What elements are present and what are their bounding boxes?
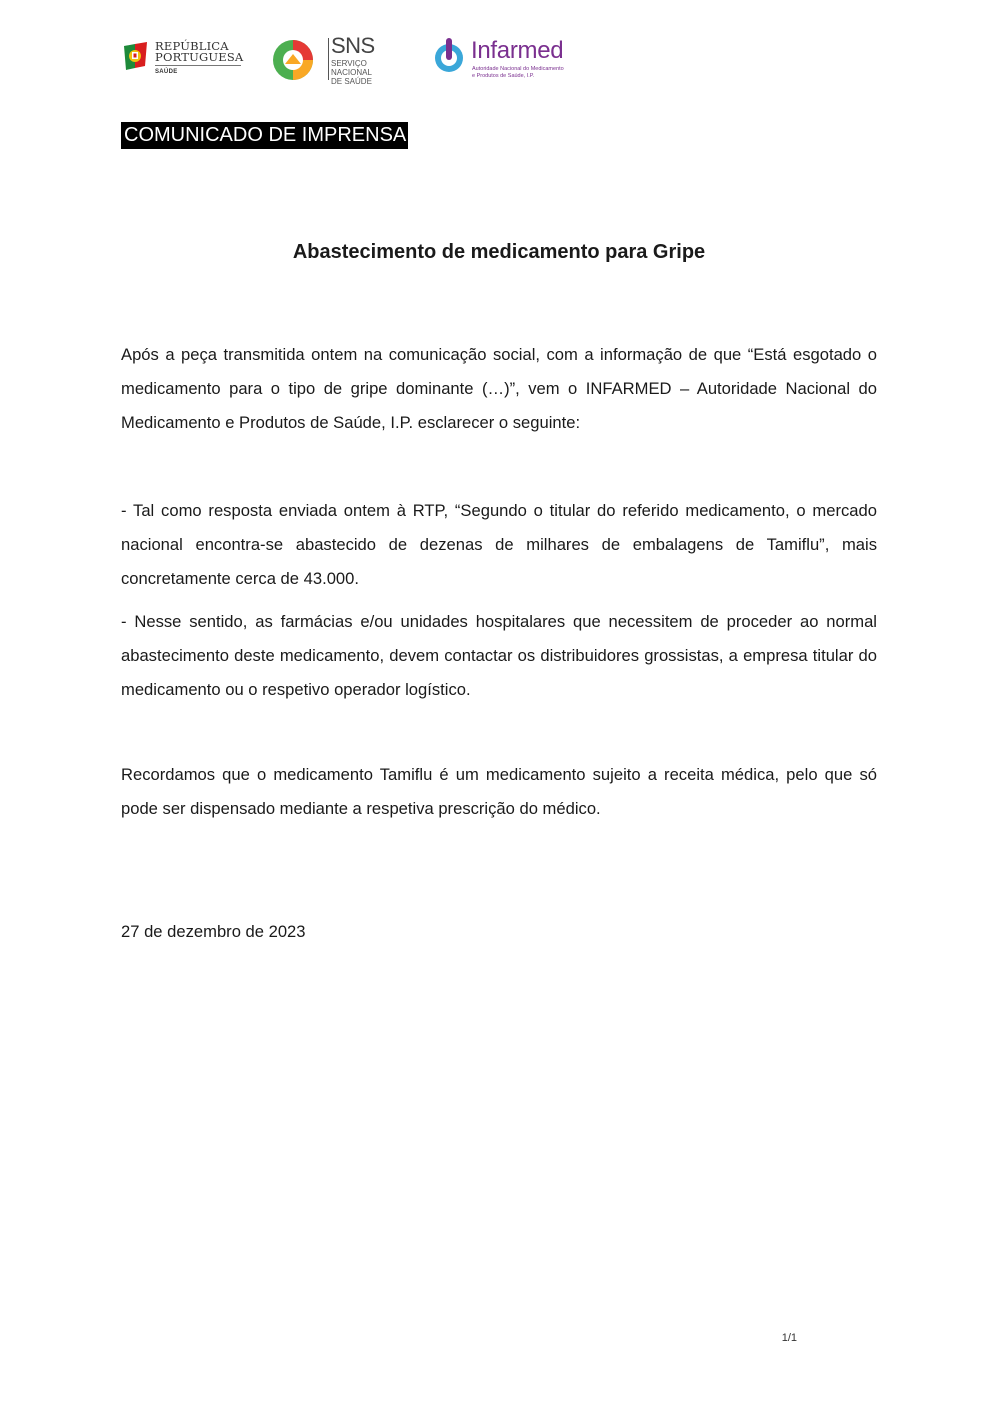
- republica-portuguesa-logo: [121, 34, 246, 84]
- sns-divider: [328, 38, 329, 80]
- sns-sub-line1: SERVIÇO NACIONAL: [331, 59, 372, 77]
- infarmed-logo: [431, 34, 571, 84]
- paragraph-rtp-response: - Tal como resposta enviada ontem à RTP, “Segundo o titular do referido medicamento, o mercado nacional encontra-se abastecido de dezenas de milhares de embalagens de Tamiflu”, mais concretamente cerca de 43.000.: [121, 501, 877, 588]
- infarmed-sub-line1: Autoridade Nacional do Medicamento: [472, 66, 564, 72]
- infarmed-sub-line2: e Produtos de Saúde, I.P.: [472, 72, 535, 79]
- republica-line1: REPÚBLICA: [155, 39, 229, 53]
- sns-title: SNS: [331, 33, 375, 58]
- document-title: Abastecimento de medicamento para Gripe: [292, 241, 706, 263]
- republica-portuguesa-text: [155, 41, 243, 63]
- infarmed-title: Infarmed: [471, 37, 564, 64]
- press-release-banner: [121, 122, 408, 149]
- republica-sub: SAÚDE: [155, 69, 178, 75]
- infarmed-emblem-icon: [431, 36, 467, 76]
- republica-divider: [155, 65, 241, 66]
- document-date: 27 de dezembro de 2023: [121, 922, 306, 941]
- paragraph-supply-guidance: - Nesse sentido, as farmácias e/ou unidades hospitalares que necessitem de proceder ao normal abastecimento deste medicamento, devem contactar os distribuidores grossistas, a empresa titular do medicamento ou o respetivo operador logístico.: [121, 612, 877, 699]
- sns-emblem-icon: [271, 38, 315, 82]
- sns-sub-line2: DE SAÚDE: [331, 77, 372, 86]
- paragraph-prescription-reminder: Recordamos que o medicamento Tamiflu é um medicamento sujeito a receita médica, pelo que só pode ser dispensado mediante a respetiva prescrição do médico.: [121, 765, 877, 818]
- header-logos: [121, 34, 581, 84]
- paragraph-intro: Após a peça transmitida ontem na comunicação social, com a informação de que “Está esgotado o medicamento para o tipo de gripe dominante (…)”, vem o INFARMED – Autoridade Nacional do Medicamento e Produtos de Saúde, I.P. esclarecer o seguinte:: [121, 345, 877, 432]
- banner-text: COMUNICADO DE IMPRENSA: [124, 124, 407, 146]
- republica-line2: PORTUGUESA: [155, 50, 244, 64]
- sns-subtitle: [331, 59, 406, 86]
- infarmed-subtitle: [472, 66, 564, 79]
- sns-logo: [271, 34, 406, 84]
- page-number: 1/1: [781, 1332, 797, 1344]
- portugal-emblem-icon: [121, 40, 151, 76]
